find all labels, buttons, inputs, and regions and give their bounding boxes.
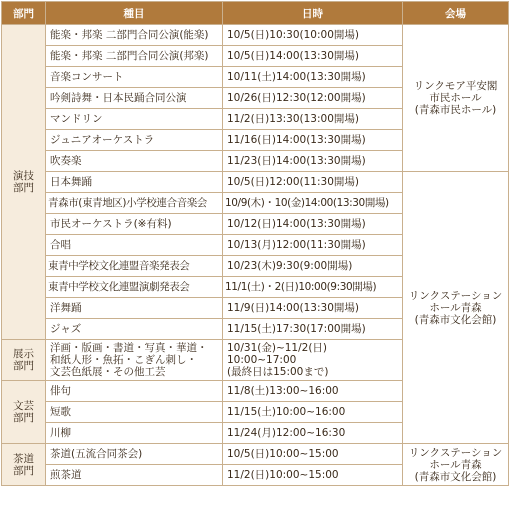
venue-linkmoa	[403, 25, 509, 172]
event-date: 10/13(月)12:00(11:30開場)	[223, 235, 403, 256]
table-row	[2, 172, 509, 193]
dept-label-line: 演技	[13, 169, 34, 182]
header-venue: 会場	[403, 2, 509, 25]
exhibit-items	[46, 340, 223, 381]
event-name: 吹奏楽	[46, 151, 223, 172]
exhibit-date	[223, 340, 403, 381]
event-date: 10/5(日)12:00(11:30開場)	[223, 172, 403, 193]
schedule-table	[1, 1, 509, 486]
event-name: 東青中学校文化連盟演劇発表会	[46, 277, 223, 298]
event-name: 音楽コンサート	[46, 67, 223, 88]
dept-exhibition	[2, 340, 46, 381]
venue-line: リンクステーション	[408, 446, 503, 459]
event-date: 11/8(土)13:00~16:00	[223, 381, 403, 402]
venue-line: リンクステーション	[408, 289, 503, 302]
event-date: 10/26(日)12:30(12:00開場)	[223, 88, 403, 109]
venue-line: (青森市民ホール)	[414, 104, 497, 117]
dept-literature	[2, 381, 46, 444]
event-date: 10/23(木)9:30(9:00開場)	[223, 256, 403, 277]
event-date: 11/9(日)14:00(13:30開場)	[223, 298, 403, 319]
event-date: 10/9(木)・10(金)14:00(13:30開場)	[223, 193, 403, 214]
dept-label-line: 展示	[13, 348, 34, 361]
header-row	[2, 2, 509, 25]
event-date: 11/2(日)13:30(13:00開場)	[223, 109, 403, 130]
event-name: 俳句	[46, 381, 223, 402]
venue-line: リンクモア平安閣	[413, 79, 498, 92]
event-date: 10/5(日)10:00~15:00	[223, 444, 403, 465]
venue-line: 市民ホール	[429, 91, 482, 104]
dept-label-line: 文芸	[13, 400, 34, 413]
exhibit-item-line: 和紙人形・魚拓・こぎん刺し・	[50, 354, 197, 367]
event-date: 11/16(日)14:00(13:30開場)	[223, 130, 403, 151]
table-row	[2, 25, 509, 46]
event-name: 川柳	[46, 423, 223, 444]
event-date: 11/1(土)・2(日)10:00(9:30開場)	[223, 277, 403, 298]
exhibit-date-line: 10/31(金)~11/2(日)	[227, 342, 328, 354]
event-date: 11/23(日)14:00(13:30開場)	[223, 151, 403, 172]
venue-tea	[403, 444, 509, 486]
header-date: 日時	[223, 2, 403, 25]
event-name: 市民オーケストラ(※有料)	[46, 214, 223, 235]
event-name: マンドリン	[46, 109, 223, 130]
venue-line: ホール青森	[429, 458, 482, 471]
exhibit-date-line: (最終日は15:00まで)	[227, 366, 329, 379]
exhibit-date-line: 10:00~17:00	[227, 354, 297, 367]
event-name: ジャズ	[46, 319, 223, 340]
event-name: ジュニアオーケストラ	[46, 130, 223, 151]
dept-tea	[2, 444, 46, 486]
event-name: 吟剣詩舞・日本民踊合同公演	[46, 88, 223, 109]
header-item: 種目	[46, 2, 223, 25]
venue-linkstation	[403, 172, 509, 444]
header-dept: 部門	[2, 2, 46, 25]
event-date: 11/2(日)10:00~15:00	[223, 465, 403, 486]
exhibit-item-line: 洋画・版画・書道・写真・華道・	[50, 342, 208, 354]
event-name: 能楽・邦楽 二部門合同公演(邦楽)	[46, 46, 223, 67]
event-name: 煎茶道	[46, 465, 223, 486]
dept-label-line: 部門	[13, 182, 34, 194]
event-name: 茶道(五流合同茶会)	[46, 444, 223, 465]
event-name: 洋舞踊	[46, 298, 223, 319]
event-date: 10/11(土)14:00(13:30開場)	[223, 67, 403, 88]
event-name: 日本舞踊	[46, 172, 223, 193]
event-name: 能楽・邦楽 二部門合同公演(能楽)	[46, 25, 223, 46]
table-row	[2, 444, 509, 465]
venue-line: (青森市文化会館)	[414, 470, 497, 483]
event-date: 10/12(日)14:00(13:30開場)	[223, 214, 403, 235]
dept-label-line: 部門	[13, 360, 34, 373]
event-date: 11/24(月)12:00~16:30	[223, 423, 403, 444]
event-date: 10/5(日)14:00(13:30開場)	[223, 46, 403, 67]
event-name: 合唱	[46, 235, 223, 256]
event-date: 10/5(日)10:30(10:00開場)	[223, 25, 403, 46]
exhibit-item-line: 文芸色紙展・その他工芸	[50, 366, 166, 379]
event-name: 短歌	[46, 402, 223, 423]
venue-line: ホール青森	[429, 301, 482, 314]
dept-label-line: 部門	[13, 464, 34, 477]
event-name: 青森市(東青地区)小学校連合音楽会	[46, 193, 223, 214]
dept-label-line: 部門	[13, 412, 34, 425]
event-date: 11/15(土)17:30(17:00開場)	[223, 319, 403, 340]
event-date: 11/15(土)10:00~16:00	[223, 402, 403, 423]
dept-performance	[2, 25, 46, 340]
dept-label-line: 茶道	[13, 452, 34, 465]
venue-line: (青森市文化会館)	[414, 313, 497, 326]
event-name: 東青中学校文化連盟音楽発表会	[46, 256, 223, 277]
